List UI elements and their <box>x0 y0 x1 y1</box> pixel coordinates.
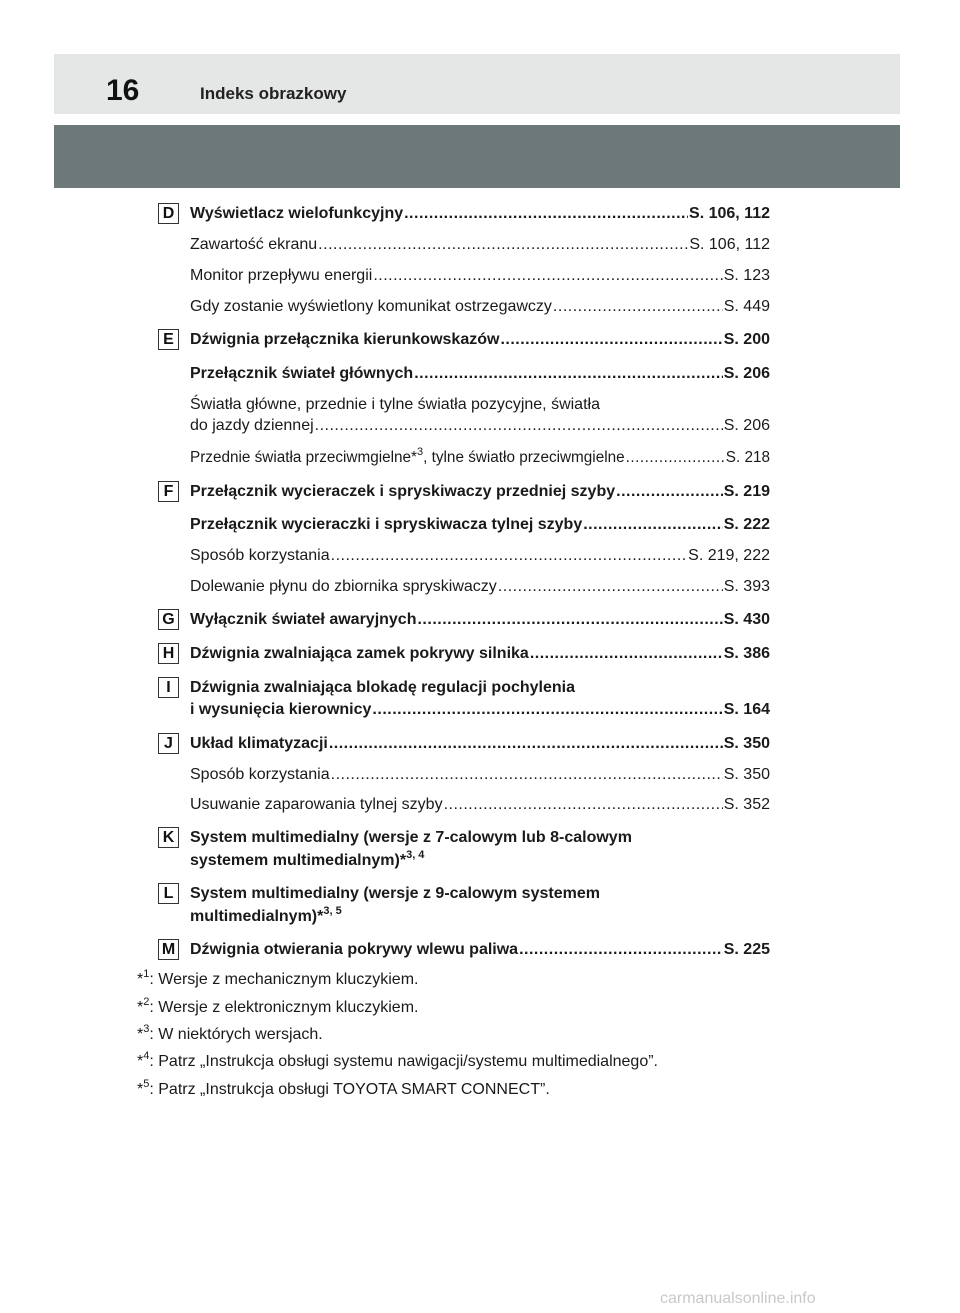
index-entry-headlight-switch[interactable] <box>190 364 770 384</box>
index-entry-multimedia-7-8[interactable]: System multimedialny (wersje z 7-calowym lub 8-calowym <box>190 829 632 846</box>
dot-leader <box>626 448 725 468</box>
footnote: *$^3$: W niektórych wersjach. <box>137 1022 323 1043</box>
index-entry-line: multimedialnym)*$^{3, 5}$ <box>190 904 342 925</box>
dot-leader <box>315 416 723 436</box>
entry-page: S. 386 <box>723 645 770 662</box>
entry-label: do jazdy dziennej <box>190 417 314 434</box>
entry-label: Dźwignia otwierania pokrywy wlewu paliwa <box>190 941 519 958</box>
index-entry-multifunction-display[interactable] <box>190 204 770 224</box>
section-letter-j: J <box>158 733 179 754</box>
section-letter-e: E <box>158 329 179 350</box>
dot-leader <box>583 515 723 535</box>
entry-page: S. 352 <box>723 796 770 813</box>
entry-label: Wyłącznik świateł awaryjnych <box>190 611 417 628</box>
footnote-ref: 3, 5 <box>323 904 342 917</box>
entry-page: S. 206 <box>723 365 770 382</box>
index-entry-steering-lock-lever[interactable] <box>190 700 770 720</box>
index-subentry-fog-lights[interactable] <box>190 445 770 468</box>
section-letter-d: D <box>158 203 179 224</box>
index-entry-front-wiper-switch[interactable] <box>190 482 770 502</box>
entry-page: S. 219 <box>723 483 770 500</box>
dot-leader <box>329 734 723 754</box>
entry-page: S. 393 <box>723 578 770 595</box>
entry-page: S. 350 <box>723 766 770 783</box>
entry-label: Zawartość ekranu <box>190 236 318 253</box>
index-subentry[interactable] <box>190 297 770 317</box>
entry-page: S. 222 <box>723 516 770 533</box>
index-entry-hood-release-lever[interactable] <box>190 644 770 664</box>
index-entry-line: systemem multimedialnym)*$^{3, 4}$ <box>190 848 425 869</box>
index-entry-line: Dźwignia zwalniająca blokadę regulacji pochylenia <box>190 679 576 696</box>
footnote: *$^2$: Wersje z elektronicznym kluczykiem. <box>137 995 419 1016</box>
dot-leader <box>373 266 722 286</box>
index-subentry[interactable] <box>190 235 770 255</box>
entry-label: Przełącznik świateł głównych <box>190 365 414 382</box>
entry-page: S. 206 <box>723 417 770 434</box>
dot-leader <box>444 795 723 815</box>
section-letter-m: M <box>158 939 179 960</box>
dot-leader <box>331 765 723 785</box>
index-subentry[interactable] <box>190 546 770 566</box>
entry-page: S. 106, 112 <box>689 205 770 222</box>
section-letter-h: H <box>158 643 179 664</box>
entry-page: S. 350 <box>723 735 770 752</box>
entry-label: Sposób korzystania <box>190 766 330 783</box>
section-letter-k: K <box>158 827 179 848</box>
entry-label: Gdy zostanie wyświetlony komunikat ostrzegawczy <box>190 298 552 315</box>
dot-leader <box>498 577 723 597</box>
dot-leader <box>372 700 722 720</box>
index-entry-air-conditioning[interactable] <box>190 734 770 754</box>
dot-leader <box>404 204 688 224</box>
entry-page: S. 164 <box>723 701 770 718</box>
entry-page: S. 106, 112 <box>689 236 770 253</box>
entry-label: Dźwignia przełącznika kierunkowskazów <box>190 331 500 348</box>
index-subentry[interactable] <box>190 577 770 597</box>
entry-page: S. 449 <box>723 298 770 315</box>
index-entry-hazard-switch[interactable] <box>190 610 770 630</box>
entry-page: S. 225 <box>723 941 770 958</box>
footnote-ref: 3 <box>417 445 424 458</box>
entry-label: Dolewanie płynu do zbiornika spryskiwaczy <box>190 578 497 595</box>
dot-leader <box>530 644 723 664</box>
dot-leader <box>331 546 688 566</box>
footnote: *$^1$: Wersje z mechanicznym kluczykiem. <box>137 967 419 988</box>
footnote: *$^5$: Patrz „Instrukcja obsługi TOYOTA SMART CONNECT”. <box>137 1077 550 1098</box>
index-subentry-line: Światła główne, przednie i tylne światła pozycyjne, światła <box>190 396 600 413</box>
entry-label: Usuwanie zaparowania tylnej szyby <box>190 796 443 813</box>
entry-label: Monitor przepływu energii <box>190 267 373 284</box>
index-entry-rear-wiper-switch[interactable] <box>190 515 770 535</box>
section-letter-f: F <box>158 481 179 502</box>
entry-page: S. 219, 222 <box>688 547 770 564</box>
watermark: carmanualsonline.info <box>660 1290 816 1307</box>
entry-page: S. 430 <box>723 611 770 628</box>
footnote: *$^4$: Patrz „Instrukcja obsługi systemu nawigacji/systemu multimedialnego”. <box>137 1049 658 1070</box>
entry-label: Przełącznik wycieraczki i spryskiwacza tylnej szyby <box>190 516 583 533</box>
entry-label: i wysunięcia kierownicy <box>190 701 372 718</box>
dot-leader <box>414 364 723 384</box>
dot-leader <box>417 610 722 630</box>
index-subentry[interactable] <box>190 765 770 785</box>
entry-page: S. 200 <box>723 331 770 348</box>
index-subentry[interactable] <box>190 416 770 436</box>
entry-label: Układ klimatyzacji <box>190 735 328 752</box>
index-entry-multimedia-9[interactable]: System multimedialny (wersje z 9-calowym systemem <box>190 885 600 902</box>
entry-label: Wyświetlacz wielofunkcyjny <box>190 205 404 222</box>
index-entry-fuel-door-lever[interactable] <box>190 940 770 960</box>
entry-page: S. 123 <box>723 267 770 284</box>
section-letter-i: I <box>158 677 179 698</box>
index-subentry[interactable] <box>190 266 770 286</box>
dot-leader <box>553 297 723 317</box>
entry-page: S. 218 <box>725 449 770 466</box>
entry-label: Przednie światła przeciwmgielne*$^3$, tylne światło przeciwmgielne <box>190 445 625 466</box>
section-letter-l: L <box>158 883 179 904</box>
dot-leader <box>519 940 723 960</box>
page-number: 16 <box>106 74 140 107</box>
dot-leader <box>616 482 723 502</box>
dot-leader <box>500 330 722 350</box>
index-entry-turn-signal-lever[interactable] <box>190 330 770 350</box>
entry-label: Dźwignia zwalniająca zamek pokrywy silnika <box>190 645 529 662</box>
entry-label: Sposób korzystania <box>190 547 330 564</box>
page-title: Indeks obrazkowy <box>200 84 347 103</box>
footnote-ref: 3, 4 <box>406 848 425 861</box>
section-letter-g: G <box>158 609 179 630</box>
index-subentry[interactable] <box>190 795 770 815</box>
dot-leader <box>318 235 688 255</box>
entry-label: Przełącznik wycieraczek i spryskiwaczy przedniej szyby <box>190 483 616 500</box>
